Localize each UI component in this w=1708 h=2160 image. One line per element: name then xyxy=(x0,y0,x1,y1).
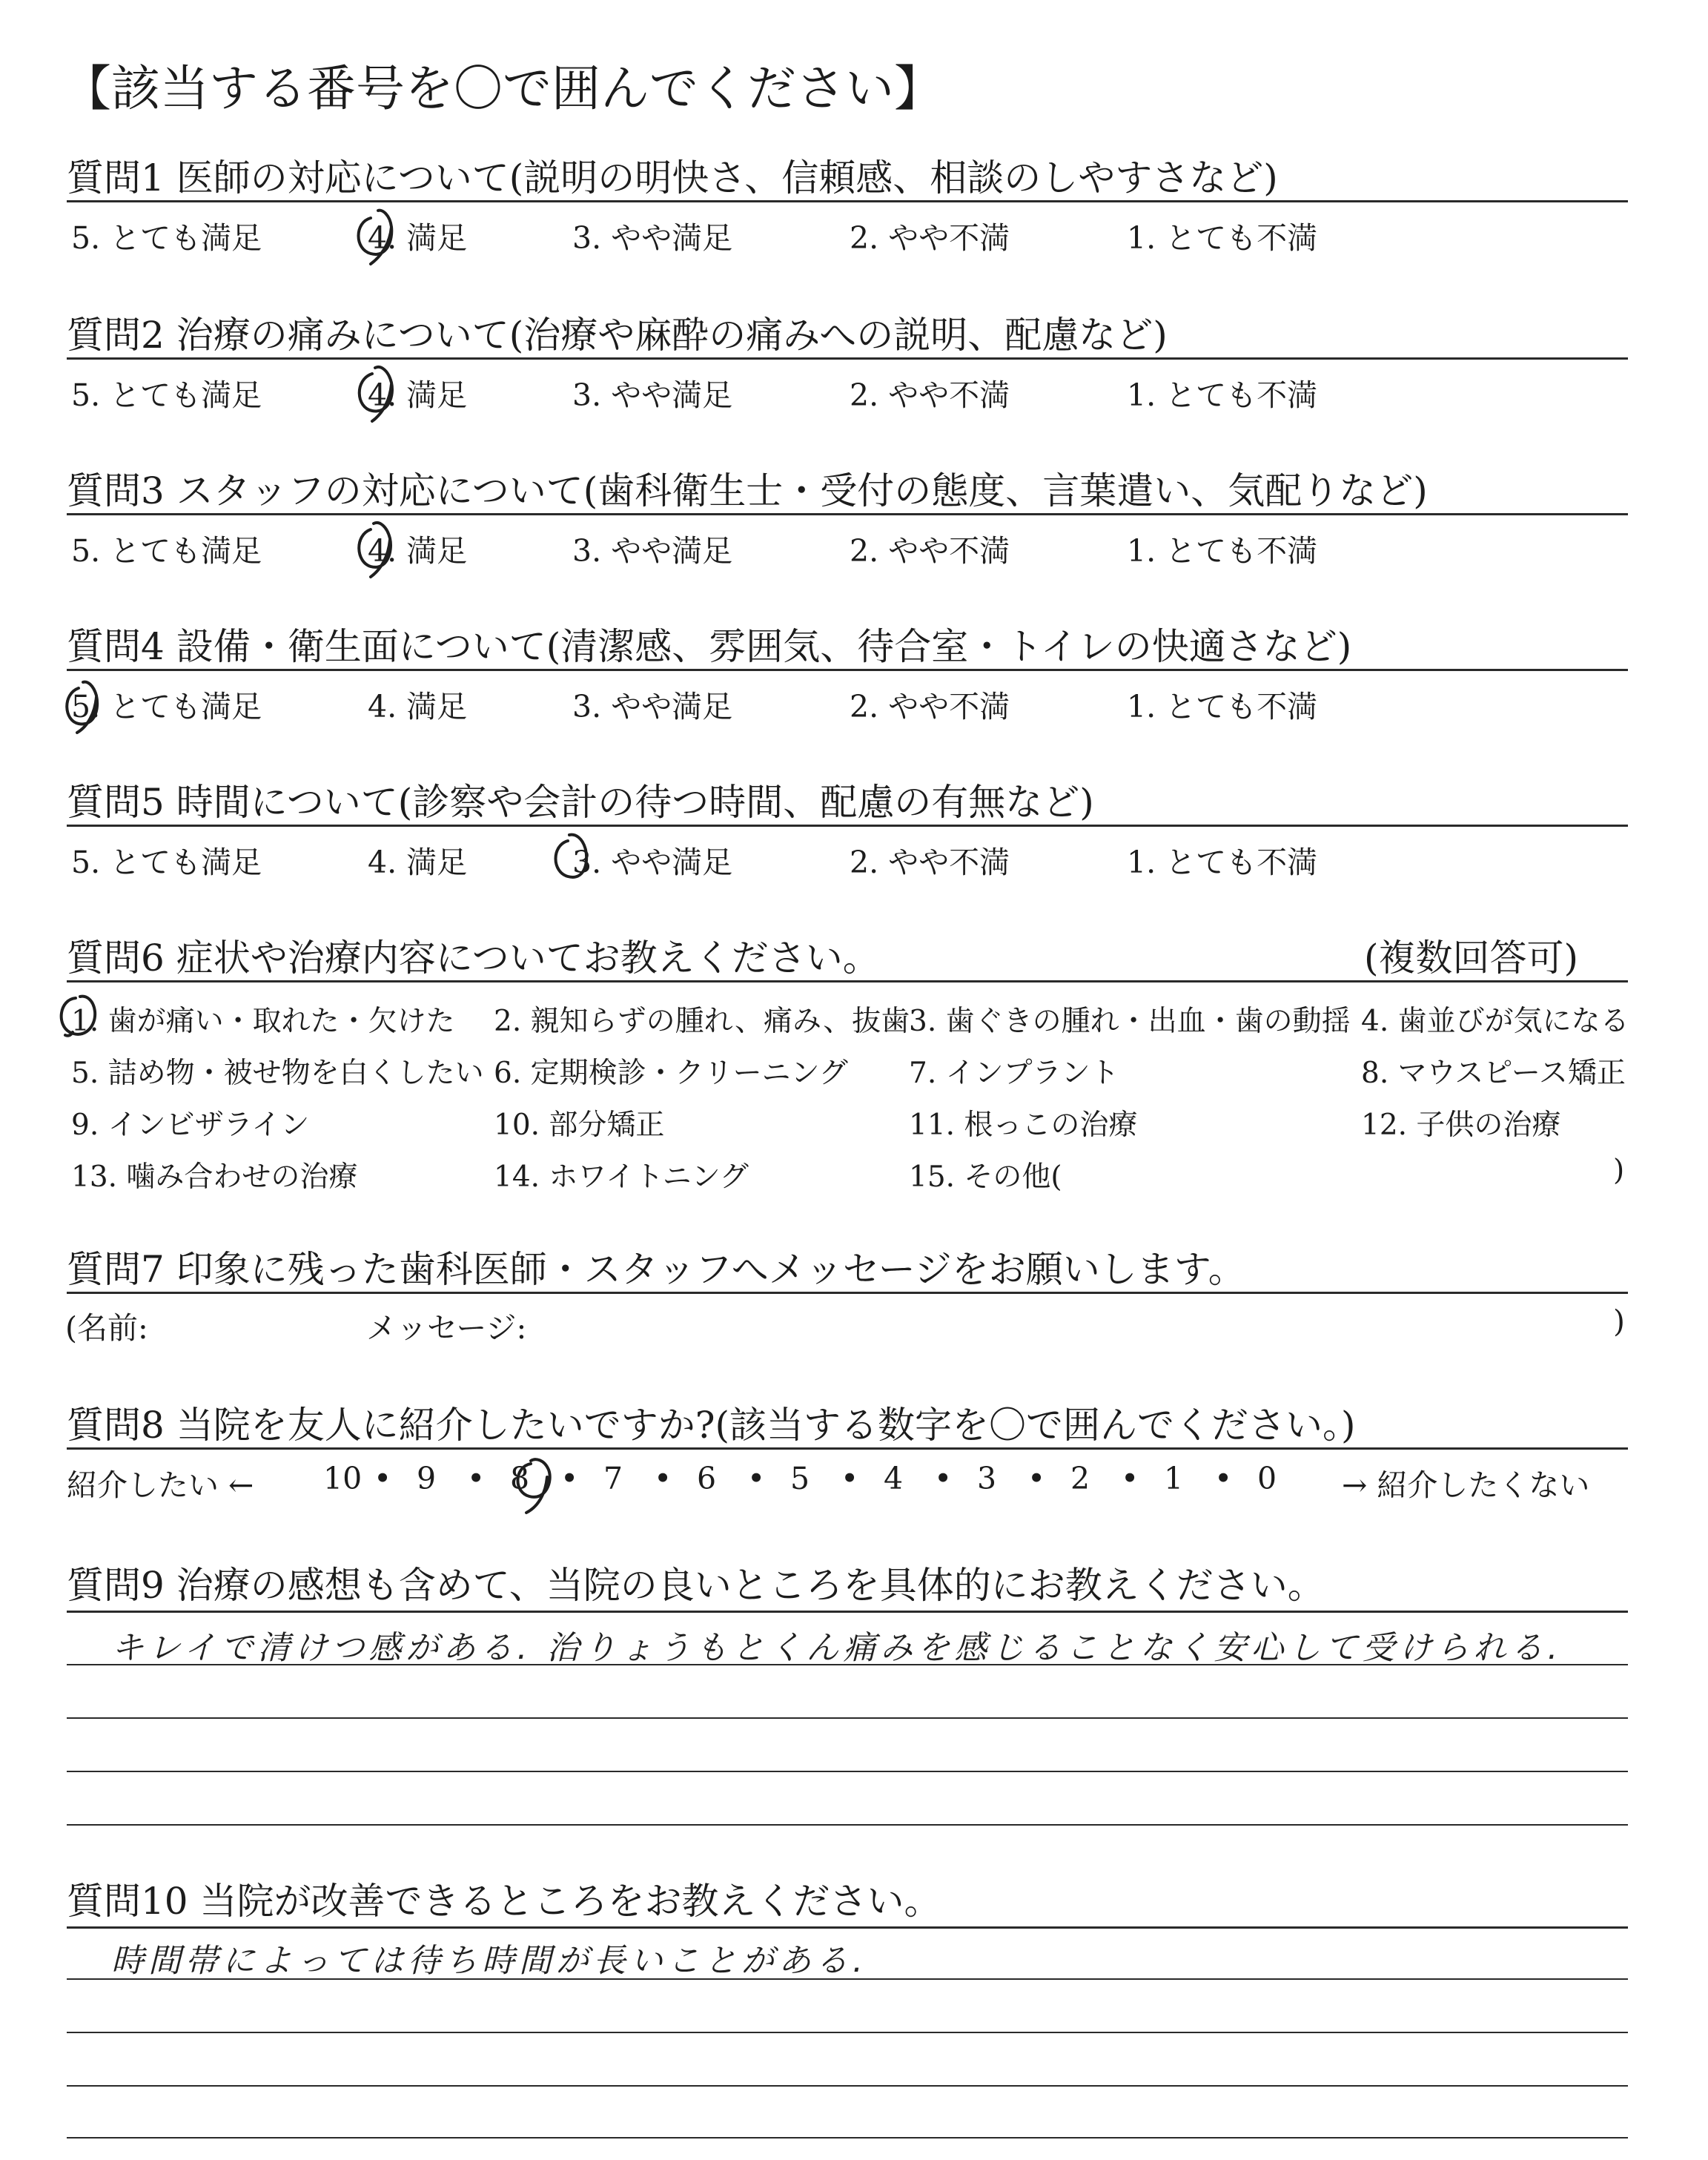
q4-option-5[interactable]: 5. とても満足 xyxy=(71,689,262,724)
q8-scale-separator: • xyxy=(560,1461,579,1496)
q2-option-4[interactable]: 4. 満足 xyxy=(368,377,468,413)
q6-option-1[interactable]: 1. 歯が痛い・取れた・欠けた xyxy=(71,1005,455,1038)
q10-writing-line-3 xyxy=(67,2085,1628,2087)
q6-option-13[interactable]: 13. 噛み合わせの治療 xyxy=(71,1160,358,1194)
q6-option-11[interactable]: 11. 根っこの治療 xyxy=(909,1109,1138,1142)
q7-message-label: メッセージ: xyxy=(366,1310,527,1346)
q6-option-6[interactable]: 6. 定期検診・クリーニング xyxy=(494,1057,848,1090)
q8-scale-separator: • xyxy=(841,1461,859,1496)
question-3-title: 質問3 スタッフの対応について(歯科衛生士・受付の態度、言葉遣い、気配りなど) xyxy=(67,469,1428,512)
q8-scale-0[interactable]: 10 xyxy=(323,1461,363,1496)
question-2-title: 質問2 治療の痛みについて(治療や麻酔の痛みへの説明、配慮など) xyxy=(67,314,1168,357)
q9-writing-line-4 xyxy=(67,1824,1628,1826)
q3-option-2[interactable]: 2. やや不満 xyxy=(850,533,1010,569)
q2-option-5[interactable]: 5. とても満足 xyxy=(71,377,262,413)
q1-option-3[interactable]: 3. やや満足 xyxy=(572,220,733,256)
question-10-rule xyxy=(67,1926,1628,1929)
q8-scale-separator: • xyxy=(654,1461,672,1496)
q1-option-1[interactable]: 1. とても不満 xyxy=(1127,220,1318,256)
q8-scale-separator: • xyxy=(1027,1461,1046,1496)
q10-writing-line-4 xyxy=(67,2137,1628,2138)
q9-writing-line-1 xyxy=(67,1664,1628,1665)
question-9-rule xyxy=(67,1611,1628,1613)
q9-writing-line-2 xyxy=(67,1717,1628,1719)
q3-option-1[interactable]: 1. とても不満 xyxy=(1127,533,1318,569)
q1-option-2[interactable]: 2. やや不満 xyxy=(850,220,1010,256)
question-6-rule xyxy=(67,980,1628,982)
q6-option-15[interactable]: 15. その他( xyxy=(909,1160,1062,1194)
q6-option-8[interactable]: 8. マウスピース矯正 xyxy=(1361,1057,1626,1090)
q5-option-4[interactable]: 4. 満足 xyxy=(368,845,468,880)
form-header: 【該当する番号を〇で囲んでください】 xyxy=(62,60,943,117)
question-8-title: 質問8 当院を友人に紹介したいですか?(該当する数字を〇で囲んでください。) xyxy=(67,1404,1356,1447)
question-8-rule xyxy=(67,1447,1628,1450)
q8-scale-4[interactable]: 6 xyxy=(697,1461,717,1496)
q4-selection-circle xyxy=(58,672,125,739)
q6-option-12[interactable]: 12. 子供の治療 xyxy=(1361,1109,1561,1142)
q7-name-label: (名前: xyxy=(65,1310,148,1346)
question-9-title: 質問9 治療の感想も含めて、当院の良いところを具体的にお教えください。 xyxy=(67,1564,1325,1607)
q6-option-3[interactable]: 3. 歯ぐきの腫れ・出血・歯の動揺 xyxy=(909,1005,1351,1038)
q2-selection-circle xyxy=(348,359,423,426)
q1-option-5[interactable]: 5. とても満足 xyxy=(71,220,262,256)
q8-scale-separator: • xyxy=(747,1461,766,1496)
q8-scale-10[interactable]: 0 xyxy=(1257,1461,1277,1496)
q6-option-5[interactable]: 5. 詰め物・被せ物を白くしたい xyxy=(71,1057,484,1090)
q8-scale-separator: • xyxy=(1214,1461,1233,1496)
q10-handwritten-answer: 時間帯によっては待ち時間が長いことがある. xyxy=(111,1942,867,1980)
question-4-title: 質問4 設備・衛生面について(清潔感、雰囲気、待合室・トイレの快適さなど) xyxy=(67,625,1352,668)
q6-option-4[interactable]: 4. 歯並びが気になる xyxy=(1361,1005,1629,1038)
q1-option-4[interactable]: 4. 満足 xyxy=(368,220,468,256)
q6-option-2[interactable]: 2. 親知らずの腫れ、痛み、抜歯 xyxy=(494,1005,910,1038)
q8-scale-2[interactable]: 8 xyxy=(510,1461,530,1496)
q8-selection-circle xyxy=(504,1450,571,1517)
question-10-title: 質問10 当院が改善できるところをお教えください。 xyxy=(67,1880,941,1923)
q6-selection-circle xyxy=(50,991,110,1044)
q8-scale-separator: • xyxy=(467,1461,486,1496)
question-1-title: 質問1 医師の対応について(説明の明快さ、信頼感、相談のしやすさなど) xyxy=(67,156,1278,199)
q8-right-label: → 紹介したくない xyxy=(1342,1467,1590,1503)
q6-option-14[interactable]: 14. ホワイトニング xyxy=(494,1160,749,1194)
q4-option-2[interactable]: 2. やや不満 xyxy=(850,689,1010,724)
q8-scale-5[interactable]: 5 xyxy=(790,1461,810,1496)
q6-other-close-paren: ) xyxy=(1613,1154,1625,1187)
q8-scale-separator: • xyxy=(934,1461,953,1496)
q8-scale-separator: • xyxy=(1121,1461,1139,1496)
q2-option-3[interactable]: 3. やや満足 xyxy=(572,377,733,413)
question-5-rule xyxy=(67,825,1628,827)
question-6-title: 質問6 症状や治療内容についてお教えください。 xyxy=(67,937,880,980)
q8-scale-8[interactable]: 2 xyxy=(1070,1461,1090,1496)
q3-option-4[interactable]: 4. 満足 xyxy=(368,533,468,569)
q8-scale-1[interactable]: 9 xyxy=(417,1461,437,1496)
q2-option-1[interactable]: 1. とても不満 xyxy=(1127,377,1318,413)
q8-scale-9[interactable]: 1 xyxy=(1164,1461,1184,1496)
q5-option-3[interactable]: 3. やや満足 xyxy=(572,845,733,880)
q9-writing-line-3 xyxy=(67,1771,1628,1772)
q8-scale-7[interactable]: 3 xyxy=(977,1461,997,1496)
q1-selection-circle xyxy=(348,202,423,268)
q3-selection-circle xyxy=(348,515,423,581)
q4-option-1[interactable]: 1. とても不満 xyxy=(1127,689,1318,724)
question-7-rule xyxy=(67,1292,1628,1294)
q7-close-paren: ) xyxy=(1613,1304,1625,1339)
q8-scale-3[interactable]: 7 xyxy=(603,1461,623,1496)
q8-left-label: 紹介したい ← xyxy=(67,1467,254,1503)
q8-scale-separator: • xyxy=(374,1461,392,1496)
q3-option-5[interactable]: 5. とても満足 xyxy=(71,533,262,569)
q4-option-4[interactable]: 4. 満足 xyxy=(368,689,468,724)
q8-scale-6[interactable]: 4 xyxy=(884,1461,904,1496)
q6-option-9[interactable]: 9. インビザライン xyxy=(71,1109,310,1142)
question-5-title: 質問5 時間について(診察や会計の待つ時間、配慮の有無など) xyxy=(67,781,1094,824)
q5-option-5[interactable]: 5. とても満足 xyxy=(71,845,262,880)
question-6-note: (複数回答可) xyxy=(1364,937,1579,980)
q2-option-2[interactable]: 2. やや不満 xyxy=(850,377,1010,413)
question-7-title: 質問7 印象に残った歯科医師・スタッフへメッセージをお願いします。 xyxy=(67,1248,1245,1291)
q6-option-10[interactable]: 10. 部分矯正 xyxy=(494,1109,665,1142)
question-2-rule xyxy=(67,357,1628,360)
question-3-rule xyxy=(67,513,1628,515)
q4-option-3[interactable]: 3. やや満足 xyxy=(572,689,733,724)
q5-selection-circle xyxy=(546,828,612,887)
question-4-rule xyxy=(67,669,1628,671)
q5-option-1[interactable]: 1. とても不満 xyxy=(1127,845,1318,880)
q10-writing-line-2 xyxy=(67,2032,1628,2033)
q9-handwritten-answer: キレイで清けつ感がある. 治りょうもとくん痛みを感じることなく安心して受けられる. xyxy=(111,1629,1563,1667)
question-1-rule xyxy=(67,200,1628,202)
q6-option-7[interactable]: 7. インプラント xyxy=(909,1057,1119,1090)
q10-writing-line-1 xyxy=(67,1978,1628,1980)
q3-option-3[interactable]: 3. やや満足 xyxy=(572,533,733,569)
q5-option-2[interactable]: 2. やや不満 xyxy=(850,845,1010,880)
